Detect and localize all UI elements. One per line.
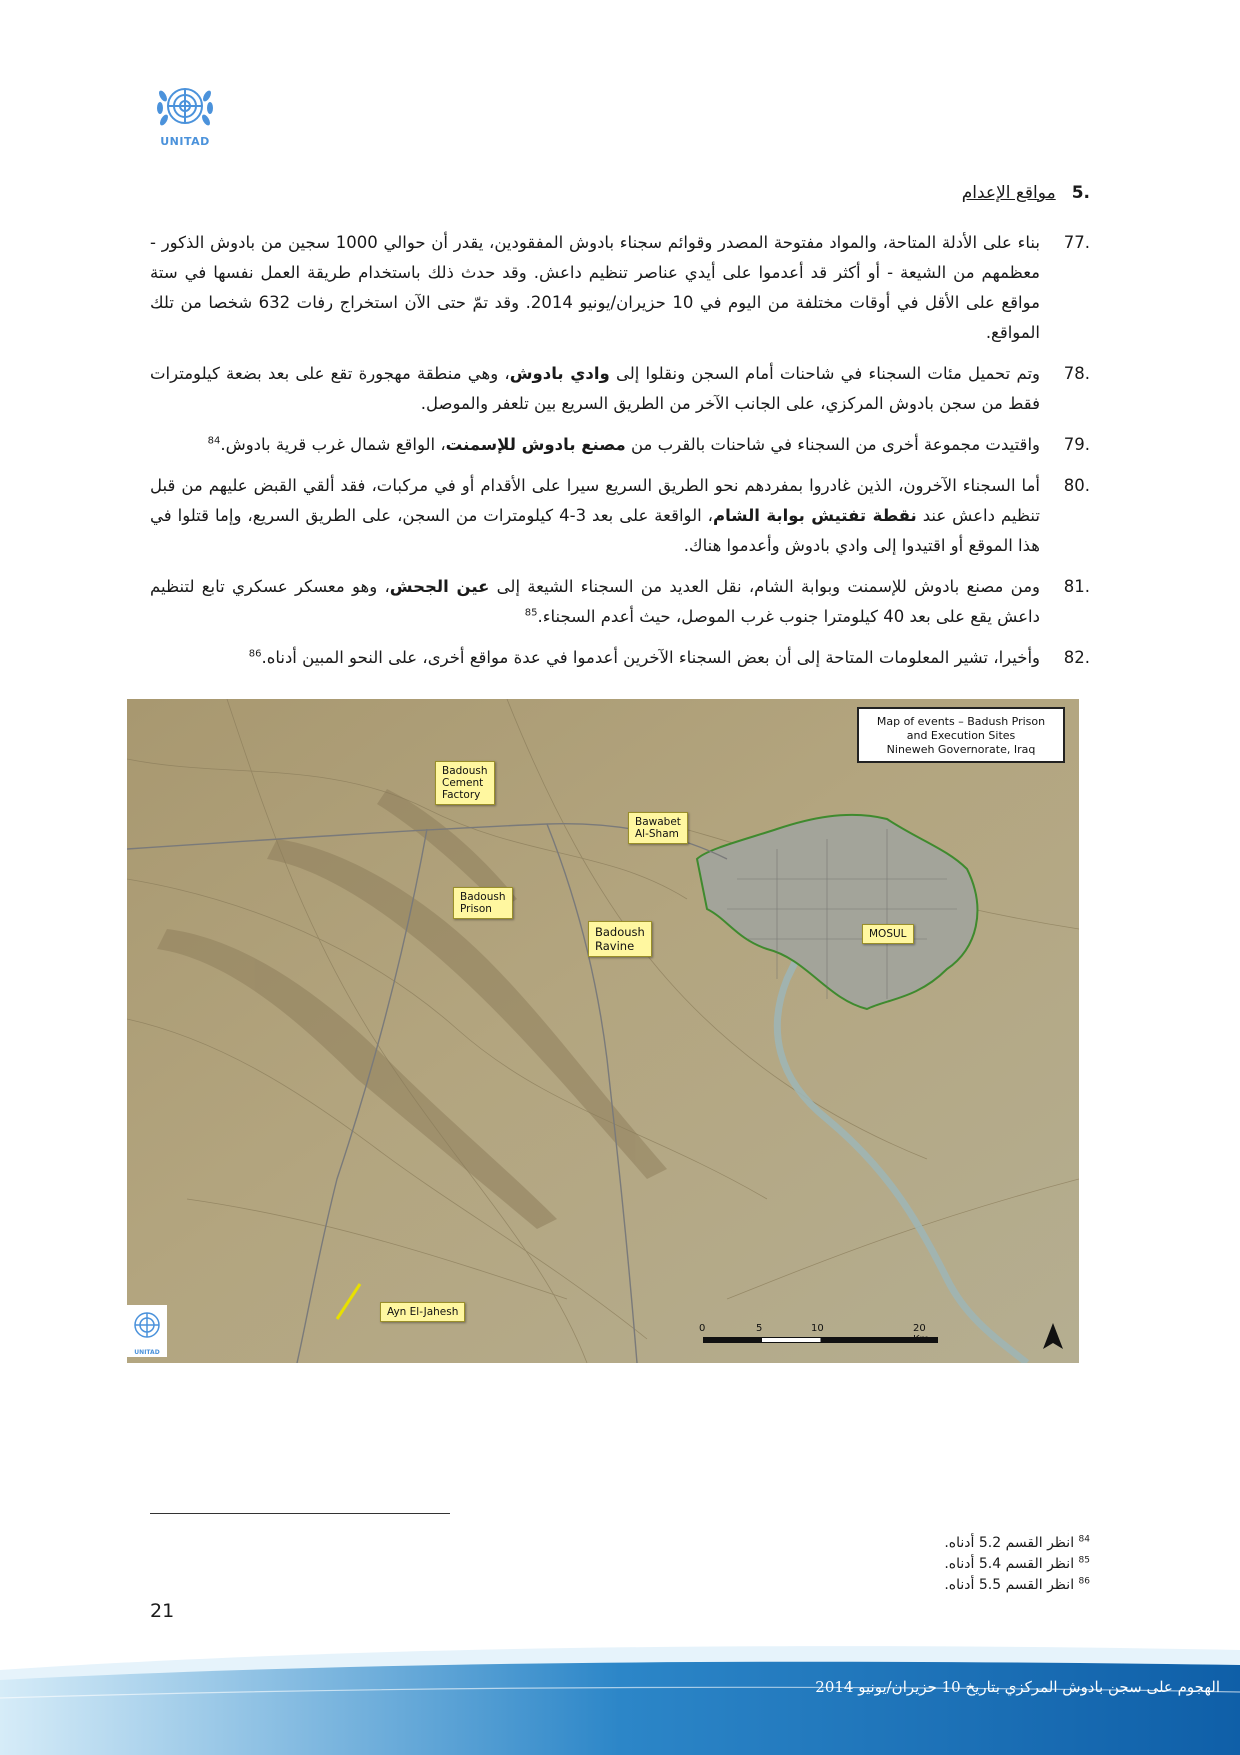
paragraph-81 [150, 572, 1090, 632]
paragraph-80 [150, 471, 1090, 561]
footnote [944, 1554, 1090, 1575]
paragraph-text: ، الواقعة على بعد 3-4 كيلومترات من السجن، على الطريق السريع، وإما قتلوا في هذا الموقع أو اقتيدوا إلى وادي بادوش وأعدموا هناك. [150, 506, 1040, 555]
paragraph-79 [150, 430, 1090, 460]
footnote-separator [150, 1513, 450, 1514]
paragraph-number: .78 [1063, 364, 1090, 383]
paragraphs [150, 228, 1090, 684]
map-figure [127, 699, 1079, 1363]
terrain-image [127, 699, 1079, 1363]
paragraph-number: .80 [1063, 476, 1090, 495]
map-logo-text: UNITAD [134, 1349, 160, 1356]
paragraph-number: .79 [1063, 435, 1090, 454]
label-line: Prison [460, 903, 492, 915]
label-line: Al-Sham [635, 828, 679, 840]
footnote-text: انظر القسم 5.2 أدناه. [944, 1535, 1075, 1551]
paragraph-text: ، وهو معسكر عسكري تابع لتنظيم داعش يقع على بعد 40 كيلومترا جنوب غرب الموصل، حيث أعدم السجناء. [150, 577, 1040, 626]
north-arrow-shape [1041, 1321, 1065, 1351]
paragraph-82 [150, 643, 1090, 673]
footnote-ref[interactable]: 84 [207, 435, 221, 447]
label-bawabet-al-sham [628, 812, 688, 844]
section-number: .5 [1071, 183, 1090, 203]
paragraph-text: ، الواقع شمال غرب قرية بادوش. [220, 435, 446, 454]
scale-label: 10 [811, 1323, 824, 1334]
north-arrow-icon [1041, 1321, 1065, 1354]
scale-label: 0 [699, 1323, 706, 1334]
label-line: Badoush [442, 765, 488, 777]
location-name: عين الجحش [389, 577, 490, 596]
footnote [944, 1533, 1090, 1554]
paragraph-text: واقتيدت مجموعة أخرى من السجناء في شاحنات بالقرب من [625, 435, 1040, 454]
label-ayn-el-jahesh: Ayn El-Jahesh [380, 1302, 465, 1322]
scale-bar-graphic [703, 1337, 938, 1343]
paragraph-text: ومن مصنع بادوش للإسمنت وبوابة الشام، نقل العديد من السجناء الشيعة إلى [489, 577, 1040, 596]
paragraph-77 [150, 228, 1090, 348]
map-title-line: and Execution Sites [906, 729, 1016, 742]
location-name: وادي بادوش [509, 364, 610, 383]
label-badoush-ravine [588, 921, 652, 957]
label-badoush-prison [453, 887, 513, 919]
label-badoush-cement-factory [435, 761, 495, 805]
un-emblem-icon [150, 78, 220, 134]
un-emblem-icon [127, 1305, 167, 1345]
paragraph-number: .81 [1063, 577, 1090, 596]
map-title-box [857, 707, 1065, 763]
location-name: مصنع بادوش للإسمنت [445, 435, 626, 454]
paragraph-number: .77 [1063, 233, 1090, 252]
paragraph-text: ، وهي منطقة مهجورة تقع على بعد بضعة كيلومترات فقط من سجن بادوش المركزي، على الجانب الآخر من الطريق السريع بين تلعفر والموصل. [150, 364, 1040, 413]
scale-label: 5 [756, 1323, 763, 1334]
paragraph-78 [150, 359, 1090, 419]
page-number: 21 [150, 1600, 175, 1622]
paragraph-text: بناء على الأدلة المتاحة، والمواد مفتوحة المصدر وقوائم سجناء بادوش المفقودين، يقدر أن حوالي 1000 سجين من بادوش الذكور - معظمهم من الشيعة - أو أكثر قد أعدموا على أيدي عناصر تنظيم داعش. وقد حدث ذلك باستخدام طريقة العمل نفسها في ستة مواقع على الأقل في أوقات مختلفة من اليوم في 10 حزيران/يونيو 2014. وقد تمّ حتى الآن استخراج رفات 632 شخصا من تلك المواقع. [150, 233, 1041, 342]
footer-title: الهجوم على سجن بادوش المركزي بتاريخ 10 حزيران/يونيو 2014 [815, 1678, 1220, 1696]
paragraph-text: وأخيرا، تشير المعلومات المتاحة إلى أن بعض السجناء الآخرين أعدموا في عدة مواقع أخرى، على النحو المبين أدناه. [261, 648, 1040, 667]
label-line: Bawabet [635, 816, 681, 828]
label-line: Factory [442, 789, 481, 801]
scale-label: 20 [913, 1323, 926, 1334]
paragraph-text: أما السجناء الآخرون، الذين غادروا بمفردهم نحو الطريق السريع سيرا على الأقدام أو في مركبات، فقد ألقي القبض عليهم من قبل تنظيم داعش عند [150, 476, 1040, 525]
footnote [944, 1575, 1090, 1596]
label-mosul: MOSUL [862, 924, 914, 944]
map-title-line: Nineweh Governorate, Iraq [886, 743, 1036, 756]
footer-wave [0, 1640, 1240, 1755]
label-line: Badoush [595, 925, 645, 939]
location-name: نقطة تفتيش بوابة الشام [712, 506, 917, 525]
scale-bar [699, 1323, 939, 1357]
map-unitad-logo [127, 1305, 167, 1357]
label-line: Cement [442, 777, 484, 789]
footnote-number: 84 [1078, 1534, 1090, 1545]
paragraph-text: وتم تحميل مئات السجناء في شاحنات أمام السجن ونقلوا إلى [609, 364, 1041, 383]
label-line: Badoush [460, 891, 506, 903]
footnote-text: انظر القسم 5.5 أدناه. [944, 1577, 1075, 1593]
footnote-ref[interactable]: 86 [248, 648, 262, 660]
footnote-number: 85 [1078, 1555, 1090, 1566]
label-line: Ravine [595, 939, 635, 953]
footnote-text: انظر القسم 5.4 أدناه. [944, 1556, 1075, 1572]
map-title-line: Map of events – Badush Prison [876, 715, 1046, 728]
section-title: مواقع الإعدام [961, 183, 1056, 203]
unitad-logo [150, 78, 220, 148]
footnotes [944, 1533, 1090, 1596]
logo-text: UNITAD [160, 135, 210, 148]
paragraph-number: .82 [1063, 648, 1090, 667]
footnote-ref[interactable]: 85 [524, 607, 538, 619]
section-heading [962, 183, 1090, 203]
footnote-number: 86 [1078, 1576, 1090, 1587]
